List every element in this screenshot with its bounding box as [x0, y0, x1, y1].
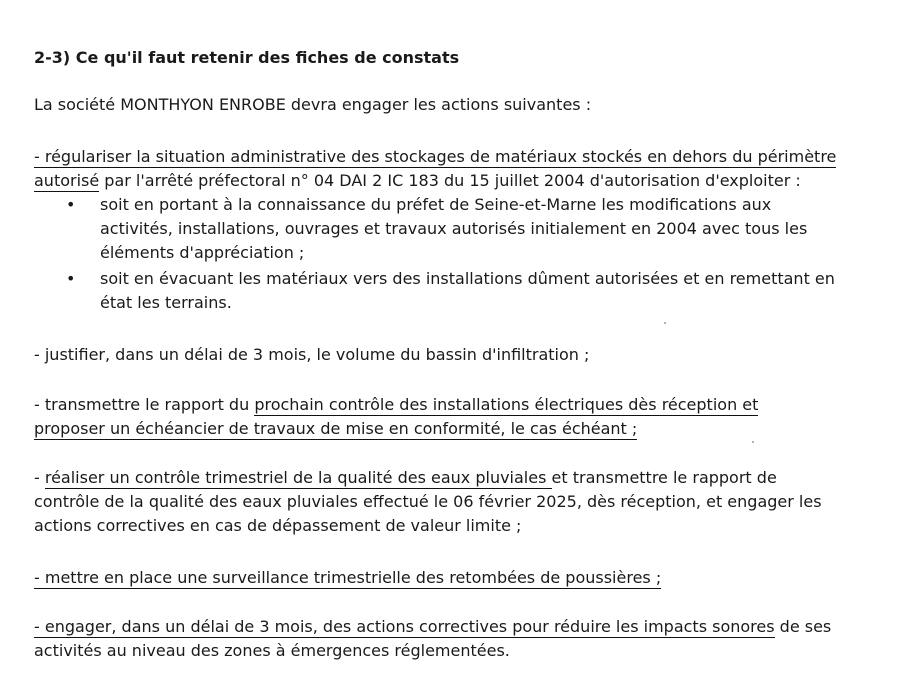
- bullet-marker: •: [66, 269, 76, 288]
- bullet-item: [60, 193, 890, 265]
- action-controle-line1: [34, 466, 890, 490]
- action-impacts-sonores: [34, 615, 890, 663]
- action-transmettre-line2: [34, 417, 890, 441]
- underlined-text: réaliser un contrôle trimestriel de la qualité des eaux pluviales: [44, 468, 552, 487]
- underlined-text: autorisé: [34, 171, 100, 190]
- scan-speck: [664, 322, 666, 324]
- action-transmettre-line1: [34, 393, 890, 417]
- bullet-line: activités, installations, ouvrages et travaux autorisés initialement en 2004 avec tous les: [100, 219, 808, 238]
- underlined-text: - mettre en place une surveillance trimestrielle des retombées de poussières ;: [34, 568, 662, 587]
- bullet-line: état les terrains.: [100, 293, 232, 312]
- action-regulariser-line1: [34, 145, 890, 169]
- bullet-marker: •: [66, 195, 76, 214]
- scan-speck: [752, 441, 754, 443]
- plain-text: par l'arrêté préfectoral n° 04 DAI 2 IC 183 du 15 juillet 2004 d'autorisation d'exploiter :: [99, 171, 801, 190]
- bullet-line: soit en portant à la connaissance du préfet de Seine-et-Marne les modifications aux: [100, 195, 772, 214]
- action-impacts-line1: [34, 615, 890, 639]
- underlined-text: - régulariser la situation administrative des stockages de matériaux stockés en dehors du périmètre: [34, 147, 837, 166]
- underlined-text: - engager, dans un délai de 3 mois, des actions correctives pour réduire les impacts sonores: [34, 617, 775, 636]
- bullet-body: [60, 193, 890, 265]
- plain-text: de ses: [774, 617, 832, 636]
- intro-text: La société MONTHYON ENROBE devra engager les actions suivantes :: [34, 95, 592, 114]
- underlined-text: proposer un échéancier de travaux de mise en conformité, le cas échéant ;: [34, 419, 638, 438]
- action-regulariser-line2: [34, 169, 890, 193]
- plain-text: et transmettre le rapport de: [551, 468, 777, 487]
- bullet-body: [60, 267, 890, 315]
- plain-text: -: [34, 468, 45, 487]
- plain-text: - transmettre le rapport du: [34, 395, 255, 414]
- action-regulariser: [34, 145, 890, 193]
- action-surveillance: [34, 566, 890, 590]
- bullet-line: éléments d'appréciation ;: [100, 243, 305, 262]
- underlined-text: prochain contrôle des installations électriques dès réception et: [254, 395, 759, 414]
- action-controle-eaux: [34, 466, 890, 538]
- bullet-line: soit en évacuant les matériaux vers des installations dûment autorisées et en remettant en: [100, 269, 835, 288]
- action-transmettre: [34, 393, 890, 441]
- action-impacts-line2: activités au niveau des zones à émergences réglementées.: [34, 641, 510, 660]
- action-justifier: - justifier, dans un délai de 3 mois, le volume du bassin d'infiltration ;: [34, 345, 590, 364]
- bullet-item: [60, 267, 890, 315]
- action-controle-line3: actions correctives en cas de dépassement de valeur limite ;: [34, 516, 522, 535]
- section-heading: 2-3) Ce qu'il faut retenir des fiches de constats: [34, 48, 460, 67]
- action-controle-line2: contrôle de la qualité des eaux pluviales effectué le 06 février 2025, dès réception, et engager les: [34, 492, 822, 511]
